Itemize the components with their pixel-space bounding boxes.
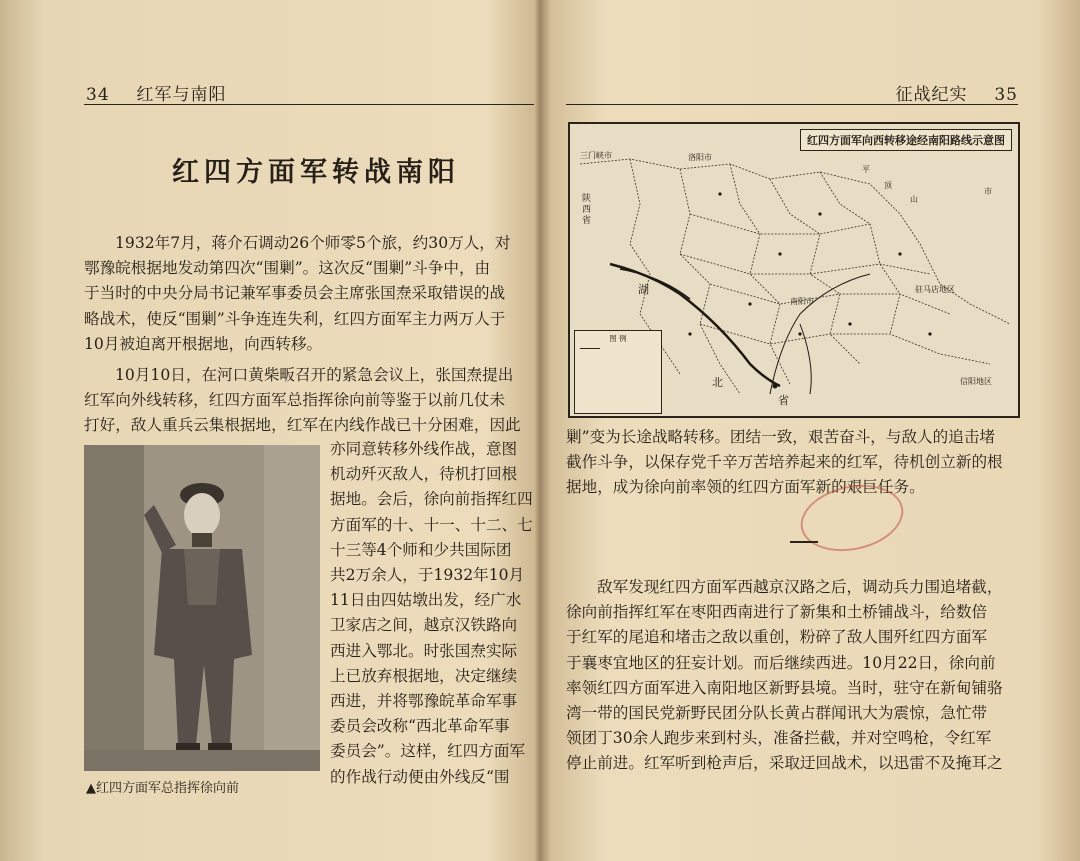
legend-title: 图 例 — [609, 334, 627, 343]
left-page-header — [86, 80, 226, 105]
section-divider — [790, 541, 818, 543]
text-line: 剿”变为长途战略转移。团结一致，艰苦奋斗，与敌人的追击堵 — [566, 428, 996, 446]
map-label: 洛阳市 — [688, 153, 712, 162]
text-line: 西进，并将鄂豫皖革命军事 — [330, 692, 518, 711]
text-line: 方面军的十、十一、十二、七 — [330, 515, 533, 534]
map-label: 市 — [984, 187, 992, 196]
map-label: 北 — [712, 376, 723, 389]
map-label: 顶 — [884, 181, 892, 190]
map-label-vertical: 陕西省 — [582, 194, 592, 226]
text-line: 红军向外线转移，红四方面军总指挥徐向前等鉴于以前几仗未 — [84, 391, 506, 410]
text-line: 1932年7月，蒋介石调动26个师零5个旅，约30万人，对 — [115, 234, 511, 252]
paragraph-1 — [84, 231, 534, 357]
text-line: 亦同意转移外线作战，意图 — [330, 440, 518, 458]
route-map — [568, 122, 1020, 418]
text-line: 10月被迫离开根据地，向西转移。 — [84, 334, 323, 353]
text-line: 打好，敌人重兵云集根据地，红军在内线作战已十分困难，因此 — [84, 416, 521, 435]
map-title: 红四方面军向西转移途经南阳路线示意图 — [800, 129, 1012, 151]
right-page-number: 35 — [994, 85, 1018, 105]
text-line: 据地。会后，徐向前指挥红四 — [330, 490, 533, 509]
narrow-column — [330, 437, 534, 790]
text-line: 率领红四方面军进入南阳地区新野县境。当时，驻守在新甸铺骆 — [566, 678, 1003, 697]
body-paragraph — [566, 575, 1018, 777]
map-label: 山 — [910, 195, 918, 204]
text-line: 10月10日，在河口黄柴畈召开的紧急会议上，张国焘提出 — [115, 366, 514, 384]
map-label: 三门峡市 — [580, 151, 612, 160]
map-label-vertical: 湖 — [638, 283, 649, 296]
map-label: 驻马店地区 — [915, 285, 955, 294]
text-line: 西进入鄂北。时张国焘实际 — [330, 641, 518, 660]
text-line: 徐向前指挥红军在枣阳西南进行了新集和土桥铺战斗，给数倍 — [566, 603, 988, 622]
right-header-rule — [566, 104, 1018, 105]
text-line: 敌军发现红四方面军西越京汉路之后，调动兵力围追堵截， — [597, 578, 1003, 596]
text-line: 的作战行动便由外线反“围 — [330, 767, 510, 786]
text-line: 于红军的尾追和堵击之敌以重创，粉碎了敌人围歼红四方面军 — [566, 628, 988, 647]
right-page-header — [896, 80, 1018, 105]
portrait-photo — [84, 445, 320, 771]
map-label: 南阳市 — [790, 297, 814, 306]
text-line: 停止前进。红军听到枪声后，采取迂回战术，以迅雷不及掩耳之 — [566, 754, 1003, 773]
text-line: 卫家店之间，越京汉铁路向 — [330, 616, 518, 635]
text-line: 十三等4个师和少共国际团 — [330, 540, 512, 559]
paragraph-2 — [84, 363, 534, 439]
right-running-title: 征战纪实 — [895, 85, 968, 105]
photo-caption: ▲红四方面军总指挥徐向前 — [86, 781, 239, 796]
text-line: 机动歼灭敌人，待机打回根 — [330, 465, 518, 484]
left-header-rule — [84, 104, 534, 105]
article-title: 红四方面军转战南阳 — [172, 157, 460, 188]
text-line: 略战术，使反“围剿”斗争连连失利，红四方面军主力两万人于 — [84, 309, 506, 328]
text-line: 上已放弃根据地，决定继续 — [330, 666, 518, 685]
map-label: 信阳地区 — [960, 377, 992, 386]
map-label: 省 — [778, 394, 789, 407]
text-line: 共2万余人，于1932年10月 — [330, 566, 525, 585]
text-line: 委员会”。这样，红四方面军 — [330, 742, 526, 761]
portrait-figure-icon — [84, 445, 320, 771]
text-line: 湾一带的国民党新野民团分队长黄占群闻讯大为震惊，急忙带 — [566, 704, 988, 723]
text-line: 领团丁30余人跑步来到村头，准备拦截，并对空鸣枪，令红军 — [566, 729, 992, 748]
text-line: 鄂豫皖根据地发动第四次“围剿”。这次反“围剿”斗争中，由 — [84, 259, 491, 278]
text-line: 据地，成为徐向前率领的红四方面军新的艰巨任务。 — [566, 478, 925, 497]
map-label: 平 — [862, 165, 870, 174]
text-line: 11日由四姑墩出发，经广水 — [330, 591, 522, 610]
text-line: 于当时的中央分局书记兼军事委员会主席张国焘采取错误的战 — [84, 284, 506, 303]
text-line: 委员会改称“西北革命军事 — [330, 717, 510, 736]
text-line: 截作斗争，以保存党千辛万苦培养起来的红军，待机创立新的根 — [566, 453, 1003, 472]
continued-paragraph — [566, 425, 1018, 501]
left-running-title: 红军与南阳 — [136, 85, 227, 105]
text-line: 于襄枣宜地区的狂妄计划。而后继续西进。10月22日，徐向前 — [566, 653, 996, 672]
map-legend — [574, 330, 662, 414]
left-page-number: 34 — [86, 85, 110, 105]
